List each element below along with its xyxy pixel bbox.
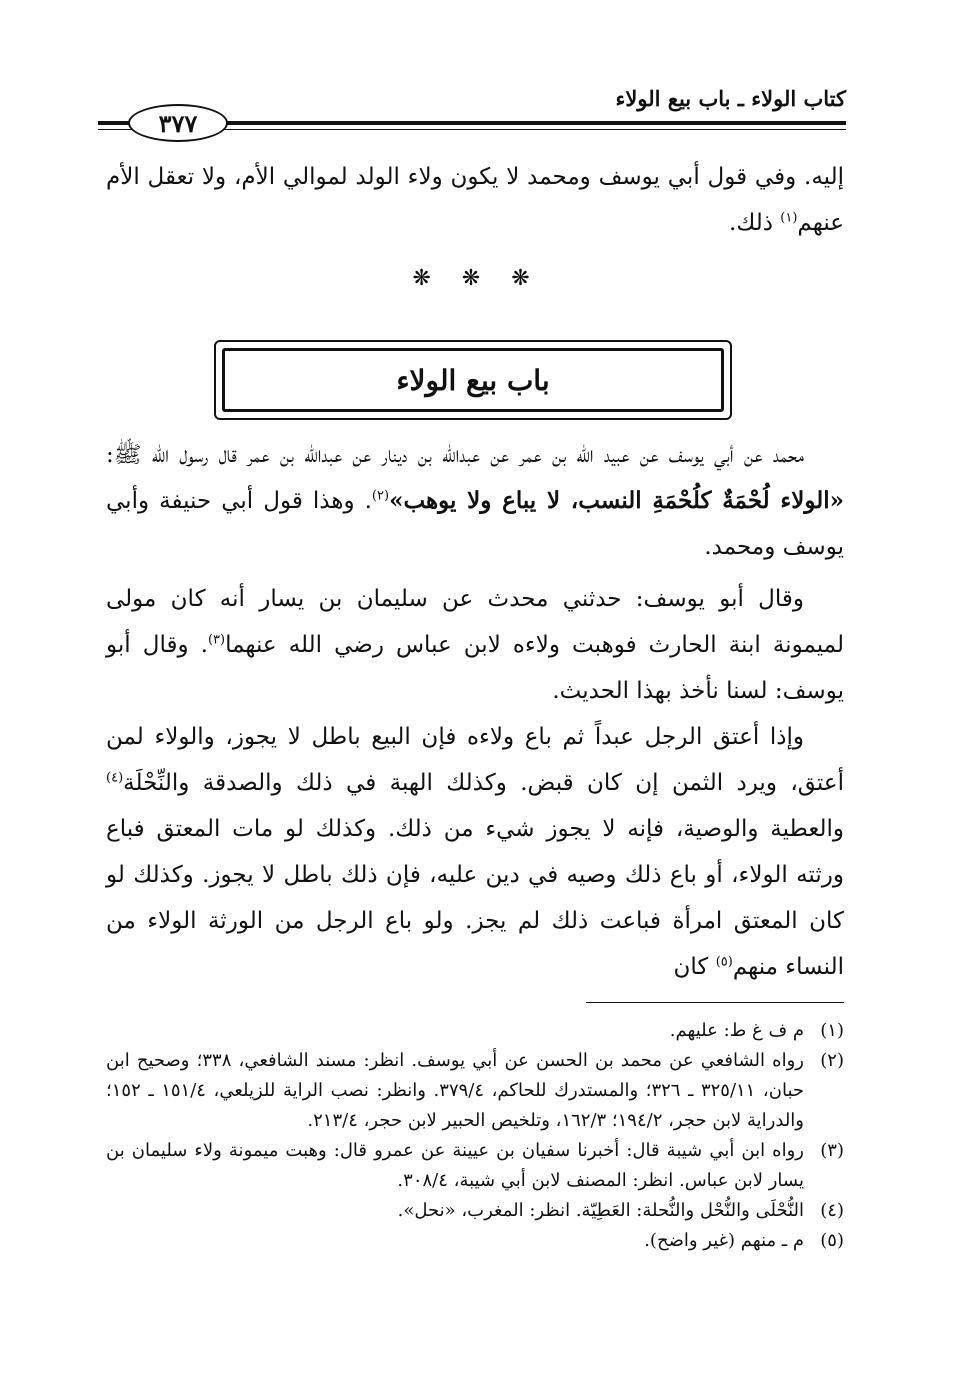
paragraph-1-text: محمد عن أبي يوسف عن عبيد الله بن عمر عن عبدالله بن دينار عن عبدالله بن عمر قال رسول الله ﷺ: bbox=[106, 442, 804, 468]
intro-text: إليه. وفي قول أبي يوسف ومحمد لا يكون ولاء الولد لموالي الأم، ولا تعقل الأم عنهم bbox=[106, 164, 844, 236]
paragraph-3-text-mid: والعطية والوصية، فإنه لا يجوز شيء من ذلك. وكذلك لو مات المعتق فباع ورثته الولاء، أو باع ذلك وصيه في دين عليه، فإن ذلك باطل لا يجوز. وكذلك لو كان المعتق امرأة فباعت ذلك لم يجز. ولو باع الرجل من الورثة الولاء من النساء منهم bbox=[106, 816, 844, 980]
footnote-number: (٣) bbox=[820, 1140, 844, 1161]
paragraph-1-text-end: . وهذا قول أبي حنيفة وأبي يوسف ومحمد. bbox=[106, 488, 844, 560]
footnote-text: م ف غ ط: عليهم. bbox=[669, 1020, 804, 1041]
paragraph-2-text: وقال أبو يوسف: حدثني محدث عن سليمان بن يسار أنه كان مولى لميمونة ابنة الحارث فوهبت ولاءه لابن عباس رضي الله عنهما bbox=[106, 586, 844, 658]
footnote-text: م ـ منهم (غير واضح). bbox=[644, 1230, 804, 1251]
footnote bbox=[106, 1016, 844, 1046]
hadith-quote: «الولاء لُحْمَةٌ كلُحْمَةِ النسب، لا يباع ولا يوهب» bbox=[389, 487, 845, 514]
footnote-number: (٢) bbox=[820, 1050, 844, 1071]
footnote-text: النُّحْلَى والنُّحْل والنُّحلة: العَطِيّة. انظر: المغرب، «نحل». bbox=[397, 1200, 804, 1221]
footnote-text: رواه الشافعي عن محمد بن الحسن عن أبي يوسف. انظر: مسند الشافعي، ٣٣٨؛ وصحيح ابن حبان، ٣٢٥/١١ ـ ٣٢٦؛ والمستدرك للحاكم، ٣٧٩/٤. وانظر: نصب الراية للزيلعي، ١٥١/٤ ـ ١٥٢؛ والدراية لابن حجر، ١٩٤/٢؛ ١٦٢/٣، وتلخيص الحبير لابن حجر، ٢١٣/٤. bbox=[106, 1050, 805, 1131]
footnote-ref-3[interactable]: (٣) bbox=[207, 632, 226, 648]
footnote-ref-4[interactable]: (٤) bbox=[106, 770, 124, 786]
paragraph-3-text: وإذا أعتق الرجل عبداً ثم باع ولاءه فإن البيع باطل لا يجوز، والولاء لمن أعتق، ويرد الثمن إن كان قبض. وكذلك الهبة في ذلك والصدقة والنِّحْلَة bbox=[106, 724, 844, 796]
footnote-number: (٥) bbox=[820, 1230, 844, 1251]
footnote-number: (٤) bbox=[820, 1200, 844, 1221]
paragraph-3-text-end: كان bbox=[673, 954, 716, 980]
footnote-separator-rule bbox=[586, 1002, 844, 1003]
page-number: ٣٧٧ bbox=[128, 104, 228, 142]
intro-text-end: ذلك. bbox=[729, 210, 781, 236]
footnote bbox=[106, 1136, 844, 1196]
footnote bbox=[106, 1196, 844, 1226]
footnote-number: (١) bbox=[820, 1020, 844, 1041]
chapter-title-frame-inner bbox=[222, 348, 724, 412]
footnote-ref-2[interactable]: (٢) bbox=[371, 488, 390, 504]
paragraph-2-text-end: . وقال أبو يوسف: لسنا نأخذ بهذا الحديث. bbox=[106, 632, 844, 704]
footnote-ref-1[interactable]: (١) bbox=[780, 210, 798, 226]
footnote-ref-5[interactable]: (٥) bbox=[715, 954, 733, 970]
paragraph-2 bbox=[106, 576, 844, 714]
intro-paragraph bbox=[106, 154, 844, 246]
paragraph-3 bbox=[106, 714, 844, 990]
section-separator: ❋ ❋ ❋ bbox=[412, 266, 542, 291]
paragraph-1 bbox=[106, 432, 844, 570]
chapter-title: باب بيع الولاء bbox=[396, 363, 550, 397]
footnotes bbox=[106, 1016, 844, 1256]
chapter-title-frame bbox=[214, 340, 732, 420]
footnote bbox=[106, 1046, 844, 1136]
footnote bbox=[106, 1226, 844, 1256]
running-header-title: كتاب الولاء ـ باب بيع الولاء bbox=[615, 86, 846, 111]
footnote-text: رواه ابن أبي شيبة قال: أخبرنا سفيان بن عيينة عن عمرو قال: وهبت ميمونة ولاء سليمان بن يسار لابن عباس. انظر: المصنف لابن أبي شيبة، ٣٠٨/٤. bbox=[106, 1140, 804, 1191]
